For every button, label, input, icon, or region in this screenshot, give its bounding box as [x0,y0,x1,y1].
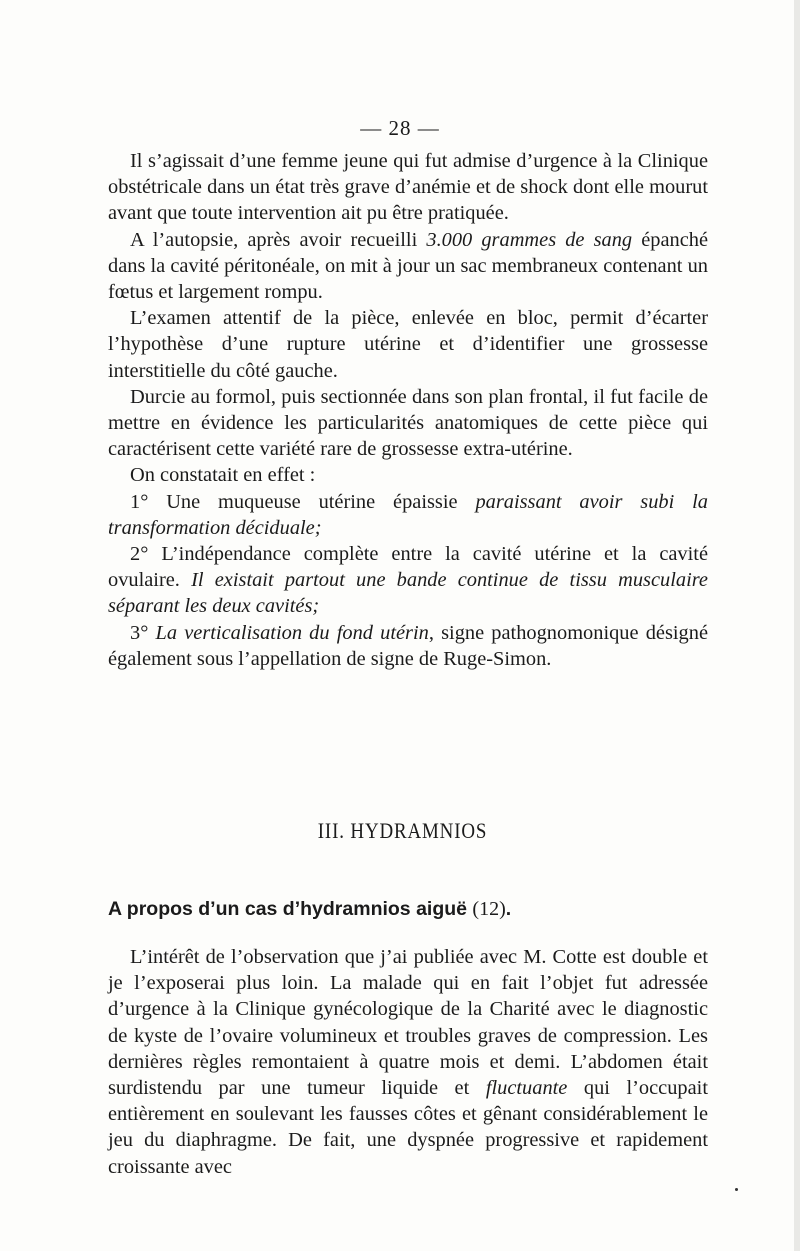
paragraph: L’examen attentif de la pièce, enlevée en bloc, permit d’écarter l’hypothèse d’une rupture utérine et d’identifier une grossesse interstitielle du côté gauche. [108,307,708,382]
section-title: III. HYDRAMNIOS [317,818,488,843]
scan-edge [794,0,800,1251]
subsection-title: A propos d’un cas d’hydramnios aiguë (12). [108,898,512,920]
body-text-part1 [108,148,708,672]
list-item: 3° La verticalisation du fond utérin, signe pathognomonique désigné également sous l’appellation de signe de Ruge-Simon. [108,621,708,670]
page-number: — 28 — [360,116,440,140]
list-item: 2° L’indépendance complète entre la cavité utérine et la cavité ovulaire. Il existait partout une bande continue de tissu musculaire séparant les deux cavités; [108,543,708,618]
paragraph: On constatait en effet : [130,464,316,487]
paragraph: L’intérêt de l’observation que j’ai publiée avec M. Cotte est double et je l’exposerai plus loin. La malade qui en fait l’objet fut adressée d’urgence à la Clinique gynécologique de la Charité avec le diagnostic de kyste de l’ovaire volumineux et troubles graves de compression. Les dernières règles remontaient à quatre mois et demi. L’abdomen était surdistendu par une tumeur liquide et fluctuante qui l’occupait entièrement en soulevant les fausses côtes et gênant considérablement le jeu du diaphragme. De fait, une dyspnée progressive et rapidement croissante avec [108,946,709,1178]
scan-speck [735,1188,738,1191]
body-text-part2 [108,944,708,1180]
paragraph: Il s’agissait d’une femme jeune qui fut admise d’urgence à la Clinique obstétricale dans un état très grave d’anémie et de shock dont elle mourut avant que toute intervention ait pu être pratiquée. [108,150,708,225]
list-item: 1° Une muqueuse utérine épaissie paraissant avoir subi la transformation déciduale; [108,490,708,539]
paragraph: Durcie au formol, puis sectionnée dans son plan frontal, il fut facile de mettre en évidence les particularités anatomiques de cette pièce qui caractérisent cette variété rare de grossesse extra-utérine. [108,385,708,461]
paragraph: A l’autopsie, après avoir recueilli 3.000 grammes de sang épanché dans la cavité péritonéale, on mit à jour un sac membraneux contenant un fœtus et largement rompu. [108,228,709,304]
